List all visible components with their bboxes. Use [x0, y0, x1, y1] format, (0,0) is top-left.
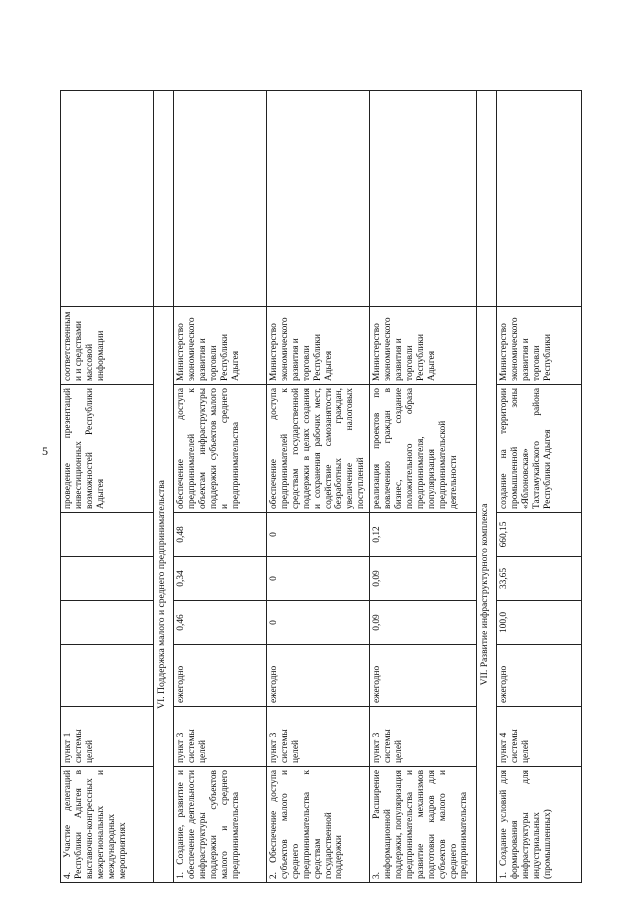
value-cell: 100,0 [497, 601, 582, 645]
value-cell: 0,34 [174, 557, 267, 601]
empty-cell [267, 91, 370, 307]
measure-cell: 2. Обеспечение доступа субъектов малого и среднего предпринимательства к средствам государственной поддержки [267, 767, 370, 883]
value-cell [61, 601, 154, 645]
value-cell: 0,09 [370, 557, 477, 601]
rotated-table-wrapper [60, 91, 570, 883]
measure-cell: 3. Расширение информационной поддержки, популяризация предпринимательства и развитие механизмов подготовки кадров для субъектов малого и среднего предпринимательства [370, 767, 477, 883]
table-row [61, 91, 154, 883]
value-cell: 0 [267, 557, 370, 601]
value-cell: 0,46 [174, 601, 267, 645]
period-cell: ежегодно [370, 645, 477, 707]
measure-cell: 4. Участие делегаций Республики Адыгея в выставочно-конгрессных межрегиональных и международных мероприятиях [61, 767, 154, 883]
goal-ref-cell: пункт 3 системы целей [174, 707, 267, 767]
section-row [477, 91, 497, 883]
section-row [154, 91, 174, 883]
value-cell: 33,65 [497, 557, 582, 601]
program-table [60, 90, 582, 883]
measure-cell: 1. Создание условий для формирования инфраструктуры для индустриальных (промышленных) [497, 767, 582, 883]
result-cell: создание на территории промышленной зоны «Яблоновская» Тахтамукайского района Республики Адыгея [497, 385, 582, 513]
period-cell: ежегодно [497, 645, 582, 707]
period-cell: ежегодно [174, 645, 267, 707]
table-row [267, 91, 370, 883]
executor-cell: Министерство экономического развития и торговли Республики Адыгея [267, 307, 370, 385]
result-cell: реализация проектов по вовлечению граждан в бизнес, создание положительного образа предпринимателя, популяризация предпринимательской деятельности [370, 385, 477, 513]
value-cell: 0 [267, 601, 370, 645]
empty-cell [174, 91, 267, 307]
goal-ref-cell: пункт 4 системы целей [497, 707, 582, 767]
value-cell [61, 513, 154, 557]
empty-cell [370, 91, 477, 307]
empty-cell [61, 91, 154, 307]
period-cell [61, 645, 154, 707]
executor-cell: Министерство экономического развития и торговли Республики [497, 307, 582, 385]
section-title: VII. Развитие инфраструктурного комплекса [477, 307, 497, 883]
measure-cell: 1. Создание, развитие и обеспечение деятельности инфраструктуры поддержки субъектов малого и среднего предпринимательства [174, 767, 267, 883]
value-cell: 0,48 [174, 513, 267, 557]
table-row [370, 91, 477, 883]
table-row [174, 91, 267, 883]
section-title: VI. Поддержка малого и среднего предпринимательства [154, 307, 174, 883]
result-cell: проведение презентаций инвестиционных возможностей Республики Адыгея [61, 385, 154, 513]
value-cell [61, 557, 154, 601]
executor-cell: соответственными и средствами массовой информации [61, 307, 154, 385]
executor-cell: Министерство экономического развития и торговли Республики Адыгея [174, 307, 267, 385]
empty-cell [154, 91, 174, 307]
page-number: 5 [42, 444, 48, 458]
value-cell: 0,09 [370, 601, 477, 645]
value-cell: 0,12 [370, 513, 477, 557]
result-cell: обеспечение доступа предпринимателей к объектам инфраструктуры поддержки субъектов малого и среднего предпринимательства [174, 385, 267, 513]
table-row [497, 91, 582, 883]
period-cell: ежегодно [267, 645, 370, 707]
value-cell: 0 [267, 513, 370, 557]
empty-cell [497, 91, 582, 307]
value-cell: 660,15 [497, 513, 582, 557]
goal-ref-cell: пункт 3 системы целей [370, 707, 477, 767]
goal-ref-cell: пункт 3 системы целей [267, 707, 370, 767]
executor-cell: Министерство экономического развития и торговли Республики Адыгея [370, 307, 477, 385]
goal-ref-cell: пункт 1 системы целей [61, 707, 154, 767]
empty-cell [477, 91, 497, 307]
result-cell: обеспечение доступа предпринимателей к средствам государственной поддержки в целях создания и сохранения рабочих мест, содействие самозанятости безработных граждан, увеличение налоговых поступлений [267, 385, 370, 513]
